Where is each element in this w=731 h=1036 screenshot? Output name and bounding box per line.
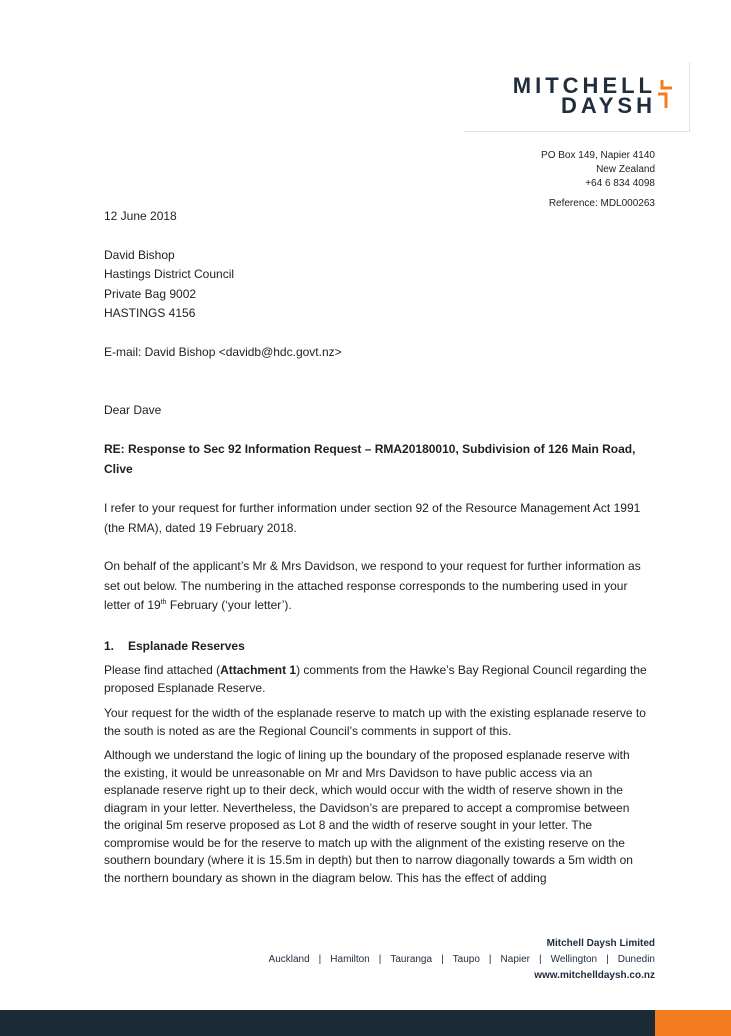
address-po-box: PO Box 149, Napier 4140 — [541, 150, 655, 161]
reserve-width-paragraph: Your request for the width of the esplanade reserve to match up with the existing esplanade reserve to the south is noted as are the Regional Council’s comments in support of this. — [104, 706, 646, 738]
office-taupo: Taupo — [452, 954, 480, 965]
subject-line-2: Clive — [104, 462, 133, 476]
recipient-private-bag: Private Bag 9002 — [104, 287, 197, 301]
behalf-text: On behalf of the applicant’s Mr & Mrs Davidson, we respond to your request for further information as set out below. The numbering in the attached response corresponds to the numbering used in your letter of 19 — [104, 559, 641, 612]
section-heading: Esplanade Reserves — [128, 639, 245, 653]
address-phone: +64 6 834 4098 — [585, 178, 655, 189]
attachment-reference: Attachment 1 — [220, 663, 297, 677]
section-number: 1. — [104, 639, 115, 653]
office-tauranga: Tauranga — [390, 954, 433, 965]
behalf-text-end: February (‘your letter’). — [166, 598, 292, 612]
salutation: Dear Dave — [104, 403, 162, 417]
behalf-superscript: th — [160, 599, 167, 606]
office-separator: | — [318, 954, 322, 965]
behalf-paragraph — [104, 557, 649, 616]
logo-text-line1: MITCHELL — [512, 73, 656, 98]
footer-company-name: Mitchell Daysh Limited — [546, 938, 655, 949]
footer-office-list — [269, 954, 655, 965]
office-hamilton: Hamilton — [330, 954, 370, 965]
subject-line-1: RE: Response to Sec 92 Information Request – RMA20180010, Subdivision of 126 Main Road, — [104, 442, 636, 456]
office-separator: | — [539, 954, 542, 965]
office-separator: | — [378, 954, 382, 965]
letter-date: 12 June 2018 — [104, 209, 177, 223]
address-country: New Zealand — [596, 164, 655, 175]
logo-text-line2: DAYSH — [561, 93, 656, 118]
attachment-text: Please find attached ( — [104, 663, 221, 677]
office-separator: | — [441, 954, 444, 965]
recipient-organisation: Hastings District Council — [104, 267, 235, 281]
reference-number: Reference: MDL000263 — [548, 198, 655, 209]
office-separator: | — [606, 954, 609, 965]
attachment-text-end: ) comments from the Hawke’s Bay Regional Council regarding the proposed Esplanade Reserve. — [104, 663, 647, 695]
attachment-paragraph — [104, 662, 649, 697]
office-wellington: Wellington — [550, 954, 598, 965]
corner-bracket-icon — [656, 78, 676, 112]
office-dunedin: Dunedin — [617, 954, 655, 965]
intro-paragraph: I refer to your request for further information under section 92 of the Resource Management Act 1991 (the RMA), dated 19 February 2018. — [104, 501, 641, 535]
office-napier: Napier — [500, 954, 530, 965]
office-auckland: Auckland — [268, 954, 310, 965]
office-separator: | — [488, 954, 492, 965]
recipient-city: HASTINGS 4156 — [104, 306, 196, 320]
footer-website: www.mitchelldaysh.co.nz — [534, 970, 655, 981]
recipient-email: E-mail: David Bishop <davidb@hdc.govt.nz> — [104, 345, 342, 359]
footer-bar — [0, 1010, 655, 1036]
recipient-name: David Bishop — [104, 248, 175, 262]
footer-accent-bar — [655, 1010, 731, 1036]
compromise-paragraph: Although we understand the logic of lining up the boundary of the proposed esplanade reserve with the existing, it would be unreasonable on Mr and Mrs Davidson to have public access via an esplanade reserve right up to their deck, which would occur with the width of reserve shown in the diagram in your letter. Nevertheless, the Davidson’s are prepared to accept a compromise between the original 5m reserve proposed as Lot 8 and the width of reserve sought in your letter. The compromise would be for the reserve to match up with the alignment of the existing reserve on the southern boundary (where it is 15.5m in depth) but then to narrow diagonally towards a 5m width on the northern boundary as shown in the diagram below. This has the effect of adding — [104, 748, 633, 885]
